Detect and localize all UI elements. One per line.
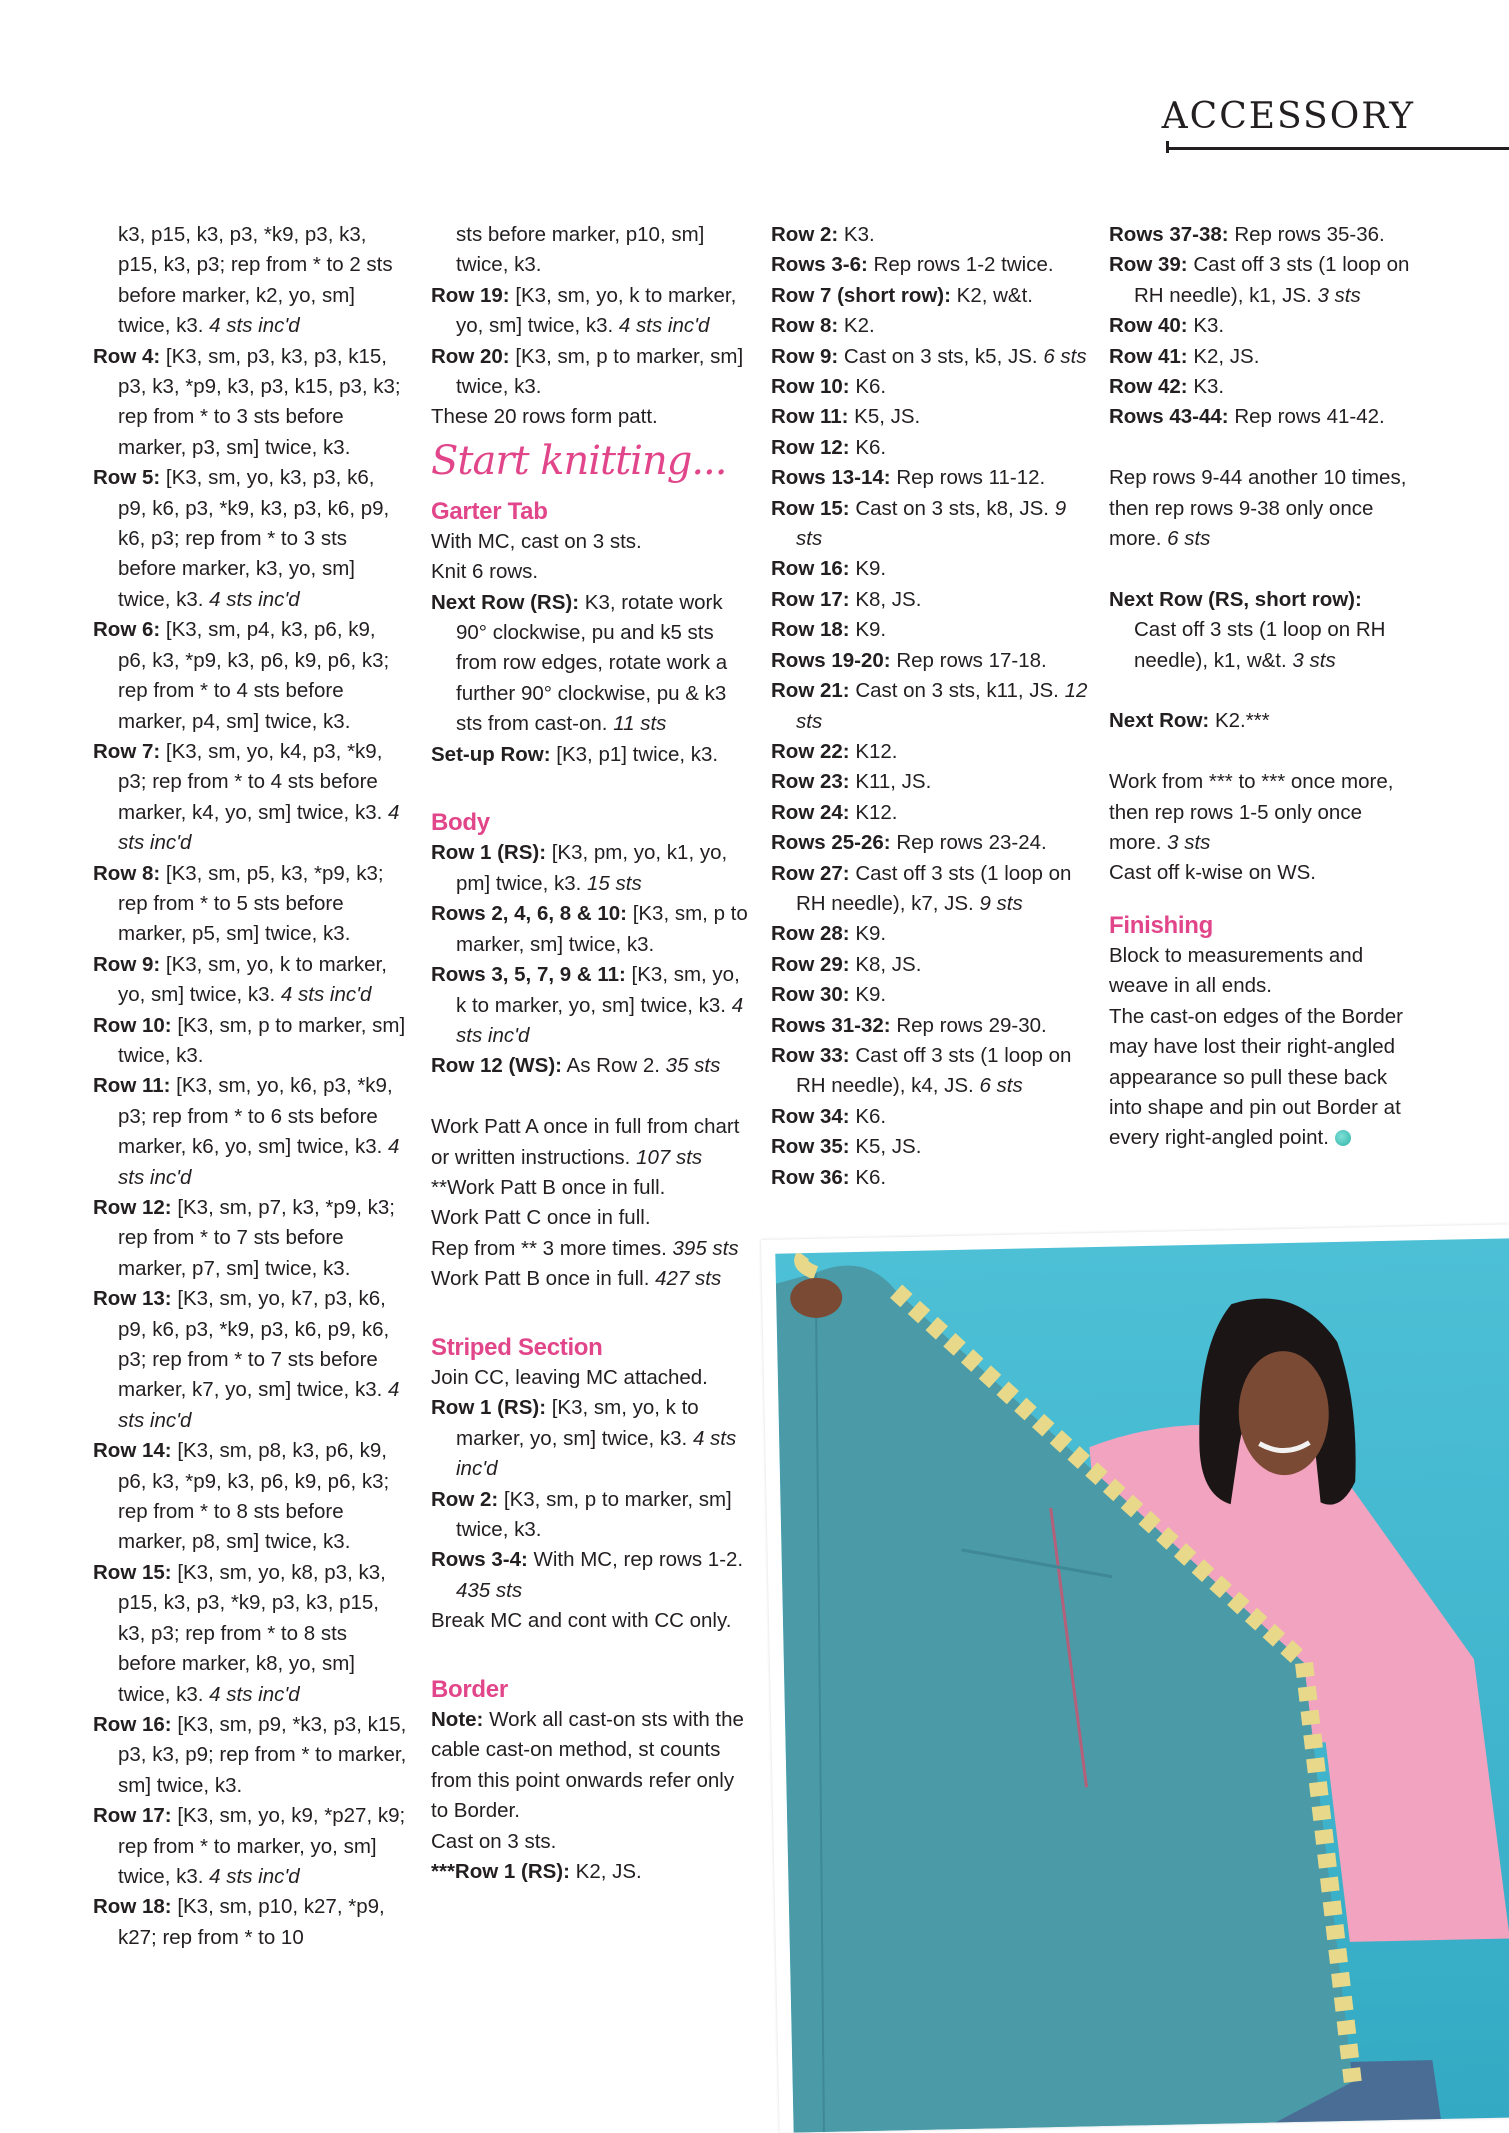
stitch-count: 6 sts: [1167, 527, 1211, 551]
stitch-count: 4 sts inc'd: [456, 1426, 737, 1481]
row-label: Rows 25-26:: [771, 831, 891, 855]
paragraph-text: Work Patt A once in full from chart or written instructions.: [431, 1115, 740, 1169]
instruction-row: [771, 646, 1091, 676]
paragraph: [431, 1173, 749, 1203]
row-label: Row 12 (WS):: [431, 1054, 562, 1078]
row-text: K2, JS.: [1193, 344, 1260, 368]
instruction-row: [431, 960, 749, 1051]
row-text: K3.: [843, 223, 875, 246]
paragraph: [1109, 858, 1419, 888]
row-label: Rows 43-44:: [1109, 405, 1229, 429]
row-label: Row 35:: [771, 1135, 850, 1159]
stitch-count: 4 sts inc'd: [618, 314, 710, 338]
row-text: K3.: [1193, 375, 1225, 399]
instruction-row: [1109, 250, 1419, 311]
instruction-row: [93, 1710, 408, 1801]
body-heading: Body: [431, 809, 490, 837]
instruction-row: [93, 1284, 408, 1436]
instruction-row: [431, 588, 749, 740]
row-label: Row 16:: [771, 557, 850, 581]
row-label: Row 9:: [771, 344, 839, 368]
row-label: Row 2:: [431, 1487, 499, 1511]
stitch-count: 6 sts: [1043, 344, 1087, 368]
stitch-count: 4 sts inc'd: [209, 1682, 300, 1706]
paragraph: [431, 402, 749, 432]
stitch-count: 3 sts: [1317, 283, 1361, 307]
paragraph: [1109, 706, 1419, 736]
instruction-row: [771, 250, 1091, 280]
row-text: K3, rotate work 90° clockwise, pu and k5 sts from row edges, rotate work a further 90° clockwise, pu & k3 sts from cast-on.: [456, 590, 728, 736]
row-label: Row 7:: [93, 739, 161, 763]
instruction-continuation: [1109, 615, 1419, 676]
row-text: [K3, sm, yo, k9, *p27, k9; rep from * to marker, yo, sm] twice, k3.: [118, 1804, 406, 1888]
stitch-count: 4 sts inc'd: [209, 314, 300, 338]
row-label: Row 14:: [93, 1439, 172, 1463]
row-text: [K3, sm, p9, *k3, p3, k15, p3, k3, p9; rep from * to marker, sm] twice, k3.: [118, 1712, 407, 1797]
stitch-count: 9 sts: [796, 496, 1067, 551]
finishing-heading: Finishing: [1109, 911, 1213, 939]
paragraph-text: With MC, cast on 3 sts.: [431, 529, 642, 553]
row-text: [K3, sm, p10, k27, *p9, k27; rep from * to 10: [118, 1895, 385, 1949]
row-label: Row 34:: [771, 1104, 850, 1128]
header-rule: [1166, 147, 1509, 150]
instruction-row: [771, 798, 1091, 828]
stitch-count: 4 sts inc'd: [209, 1864, 300, 1888]
row-text: [K3, sm, yo, k to marker, yo, sm] twice, k3.: [456, 963, 740, 1017]
paragraph-text: K2.***: [1214, 709, 1270, 733]
row-text: As Row 2.: [566, 1054, 660, 1078]
paragraph: [431, 1264, 749, 1294]
instruction-row: [1109, 372, 1419, 402]
row-text: sts before marker, p10, sm] twice, k3.: [456, 223, 705, 277]
instruction-row: [771, 281, 1091, 311]
row-text: [K3, sm, yo, k3, p3, k6, p9, k6, p3, *k9, k3, p3, k6, p9, k6, p3; rep from * to 3 sts before marker, k3, yo, sm] twice, k3.: [118, 466, 390, 611]
row-label: Row 13:: [93, 1287, 172, 1311]
stitch-count: 4 sts inc'd: [280, 983, 372, 1007]
row-text: K5, JS.: [854, 405, 921, 429]
paragraph-text: Knit 6 rows.: [431, 560, 539, 584]
stitch-count: 4 sts inc'd: [209, 587, 300, 611]
instruction-row: [93, 1071, 408, 1193]
row-label: Next Row (RS, short row):: [1109, 587, 1362, 611]
stitch-count: 35 sts: [665, 1054, 721, 1078]
row-label: Row 18:: [93, 1895, 172, 1919]
start-knitting-heading: Start knitting...: [431, 437, 727, 484]
row-text: K2.: [843, 314, 875, 338]
instruction-row: [431, 1485, 749, 1546]
row-label: Row 5:: [93, 466, 161, 490]
shawl-photo: [761, 1224, 1509, 2132]
row-text: [K3, sm, yo, k to marker, yo, sm] twice, k3.: [456, 1396, 699, 1450]
row-label: Row 2:: [771, 223, 839, 246]
row-text: Rep rows 11-12.: [896, 466, 1046, 490]
row-text: With MC, rep rows 1-2.: [533, 1548, 744, 1572]
instruction-row: [93, 859, 408, 950]
paragraph: [1109, 941, 1419, 1002]
stitch-count: 6 sts: [979, 1074, 1023, 1098]
paragraph: [431, 1606, 749, 1636]
row-text: Rep rows 23-24.: [896, 831, 1047, 855]
paragraph: [431, 1203, 749, 1233]
instruction-row: [1109, 220, 1419, 250]
stitch-count: 107 sts: [636, 1145, 703, 1169]
instruction-row: [431, 342, 749, 403]
stitch-count: 9 sts: [979, 891, 1023, 915]
row-text: K12.: [855, 739, 898, 763]
row-text: K6.: [855, 435, 887, 459]
row-label: Row 11:: [93, 1074, 171, 1098]
instruction-row: [771, 402, 1091, 432]
row-label: Set-up Row:: [431, 742, 551, 766]
column-2: [431, 220, 749, 1887]
row-text: [K3, sm, p to marker, sm] twice, k3.: [456, 344, 744, 399]
row-text: [K3, sm, yo, k to marker, yo, sm] twice, k3.: [118, 952, 387, 1007]
row-label: Row 15:: [771, 496, 850, 520]
instruction-row: [1109, 402, 1419, 432]
instruction-row: [93, 463, 408, 615]
instruction-row: [431, 1545, 749, 1606]
garter-tab-heading: Garter Tab: [431, 497, 548, 525]
instruction-row: [93, 1011, 408, 1072]
paragraph-text: K2, JS.: [575, 1860, 642, 1884]
instruction-row: [771, 767, 1091, 797]
stitch-count: 11 sts: [613, 712, 667, 736]
instruction-row: [771, 828, 1091, 858]
instruction-row: [771, 676, 1091, 737]
row-label: Row 6:: [93, 618, 161, 642]
end-mark-icon: [1335, 1130, 1351, 1146]
paragraph: [431, 527, 749, 557]
row-label: Row 7 (short row):: [771, 283, 951, 307]
instruction-row: [771, 1041, 1091, 1102]
row-label: Row 17:: [93, 1804, 172, 1828]
paragraph: [431, 1112, 749, 1173]
row-text: [K3, sm, p4, k3, p6, k9, p6, k3, *p9, k3, p6, k9, p6, k3; rep from * to 4 sts before marker, p4, sm] twice, k3.: [118, 618, 390, 733]
instruction-row: [431, 740, 749, 770]
row-label: Rows 37-38:: [1109, 223, 1229, 246]
row-text: Cast off 3 sts (1 loop on RH needle), k7, JS.: [796, 861, 1072, 915]
row-text: [K3, sm, p to marker, sm] twice, k3.: [456, 1487, 732, 1541]
paragraph: [431, 1363, 749, 1393]
row-text: K6.: [855, 375, 887, 399]
instruction-row: [93, 737, 408, 859]
instruction-row: [93, 950, 408, 1011]
row-label: Row 18:: [771, 618, 850, 642]
paragraph-label: ***Row 1 (RS):: [431, 1860, 570, 1884]
row-text: Rep rows 41-42.: [1234, 405, 1385, 429]
row-label: Row 28:: [771, 922, 850, 946]
row-label: Rows 19-20:: [771, 648, 891, 672]
instruction-continuation: [93, 220, 408, 342]
row-label: Rows 2, 4, 6, 8 & 10:: [431, 902, 627, 926]
row-label: Row 36:: [771, 1165, 850, 1189]
row-text: K9.: [855, 922, 887, 946]
instruction-heading-line: [1109, 585, 1419, 615]
row-text: [K3, sm, p8, k3, p6, k9, p6, k3, *p9, k3, p6, k9, p6, k3; rep from * to 8 sts before marker, p8, sm] twice, k3.: [118, 1439, 390, 1554]
paragraph: [431, 557, 749, 587]
row-text: K8, JS.: [855, 587, 922, 611]
stitch-count: 15 sts: [587, 871, 642, 895]
paragraph-text: Break MC and cont with CC only.: [431, 1609, 732, 1633]
row-text: [K3, sm, p3, k3, p3, k15, p3, k3, *p9, k3, p3, k15, p3, k3; rep from * to 3 sts before marker, p3, sm] twice, k3.: [118, 344, 401, 459]
instruction-row: [771, 1102, 1091, 1132]
row-label: Row 10:: [93, 1013, 172, 1037]
instruction-row: [93, 342, 408, 464]
row-text: Cast on 3 sts, k5, JS.: [843, 344, 1038, 368]
paragraph: [431, 1234, 749, 1264]
paragraph: [1109, 1002, 1419, 1154]
stitch-count: 395 sts: [672, 1236, 739, 1260]
row-label: Row 4:: [93, 344, 161, 368]
instruction-row: [93, 1193, 408, 1284]
row-text: K8, JS.: [855, 952, 922, 976]
row-text: K2, w&t.: [956, 283, 1033, 307]
row-text: [K3, sm, p5, k3, *p9, k3; rep from * to 5 sts before marker, p5, sm] twice, k3.: [118, 861, 384, 946]
row-text: [K3, p1] twice, k3.: [556, 742, 719, 766]
instruction-row: [771, 494, 1091, 555]
row-text: K9.: [855, 557, 887, 581]
paragraph: [431, 1705, 749, 1827]
paragraph-text: Join CC, leaving MC attached.: [431, 1365, 708, 1389]
instruction-row: [771, 859, 1091, 920]
instruction-row: [1109, 311, 1419, 341]
row-text: Cast on 3 sts, k11, JS.: [855, 679, 1059, 703]
instruction-row: [93, 615, 408, 737]
instruction-row: [771, 950, 1091, 980]
row-text: K6.: [855, 1165, 887, 1189]
row-text: Cast off 3 sts (1 loop on RH needle), k1, JS.: [1134, 253, 1410, 307]
instruction-row: [1109, 342, 1419, 372]
row-label: Row 39:: [1109, 253, 1188, 277]
paragraph-text: These 20 rows form patt.: [431, 405, 658, 429]
row-label: Row 41:: [1109, 344, 1188, 368]
row-label: Row 24:: [771, 800, 850, 824]
paragraph-text: Work Patt C once in full.: [431, 1206, 651, 1230]
row-label: Row 21:: [771, 679, 850, 703]
row-text: Rep rows 35-36.: [1234, 223, 1385, 246]
row-text: K5, JS.: [855, 1135, 922, 1159]
row-text: [K3, sm, p7, k3, *p9, k3; rep from * to 7 sts before marker, p7, sm] twice, k3.: [118, 1196, 395, 1280]
instruction-row: [93, 1801, 408, 1892]
instruction-row: [771, 463, 1091, 493]
paragraph-text: Cast on 3 sts.: [431, 1829, 557, 1853]
row-text: [K3, sm, yo, k to marker, yo, sm] twice, k3.: [456, 283, 737, 338]
row-label: Rows 3-6:: [771, 253, 868, 277]
row-text: [K3, pm, yo, k1, yo, pm] twice, k3.: [456, 841, 728, 895]
instruction-row: [93, 1892, 408, 1953]
instruction-row: [771, 1011, 1091, 1041]
row-label: Row 16:: [93, 1712, 172, 1736]
instruction-row: [771, 1132, 1091, 1162]
row-label: Rows 3, 5, 7, 9 & 11:: [431, 963, 626, 987]
stitch-count: 4 sts inc'd: [456, 993, 744, 1047]
instruction-row: [771, 585, 1091, 615]
row-text: [K3, sm, p to marker, sm] twice, k3.: [456, 902, 748, 956]
paragraph-text: Work Patt B once in full.: [431, 1267, 650, 1291]
row-text: K6.: [855, 1104, 887, 1128]
instruction-row: [93, 1436, 408, 1558]
paragraph-label: Next Row:: [1109, 709, 1210, 733]
shawl-illustration: [775, 1238, 1509, 2132]
row-label: Row 40:: [1109, 314, 1188, 338]
section-title: ACCESSORY: [1161, 96, 1415, 137]
instruction-row: [431, 1051, 749, 1081]
row-label: Row 27:: [771, 861, 850, 885]
row-label: Row 8:: [771, 314, 839, 338]
column-3: [771, 220, 1091, 1193]
row-text: k3, p15, k3, p3, *k9, p3, k3, p15, k3, p3; rep from * to 2 sts before marker, k2, yo, sm] twice, k3.: [118, 223, 393, 338]
instruction-row: [771, 737, 1091, 767]
row-label: Row 23:: [771, 770, 850, 794]
instruction-row: [771, 554, 1091, 584]
paragraph-text: Work all cast-on sts with the cable cast-on method, st counts from this point onwards refer only to Border.: [431, 1708, 744, 1823]
column-4: [1109, 220, 1419, 1154]
column-1: [93, 220, 408, 1953]
row-text: K11, JS.: [855, 770, 932, 794]
instruction-row: [431, 899, 749, 960]
instruction-row: [771, 1163, 1091, 1193]
row-text: Rep rows 29-30.: [896, 1013, 1047, 1037]
paragraph-text: Block to measurements and weave in all ends.: [1109, 943, 1364, 998]
stitch-count: 3 sts: [1292, 648, 1336, 672]
row-text: Rep rows 17-18.: [896, 648, 1047, 672]
paragraph-text: Rep rows 9-44 another 10 times, then rep rows 9-38 only once more.: [1109, 466, 1407, 551]
paragraph-label: Note:: [431, 1708, 484, 1731]
row-text: [K3, sm, yo, k4, p3, *k9, p3; rep from * to 4 sts before marker, k4, yo, sm] twice, k3.: [118, 739, 383, 824]
row-label: Row 10:: [771, 375, 850, 399]
row-label: Row 15:: [93, 1560, 172, 1584]
row-label: Row 20:: [431, 344, 510, 368]
paragraph-text: Work from *** to *** once more, then rep rows 1-5 only once more.: [1109, 770, 1394, 855]
row-label: Rows 31-32:: [771, 1013, 891, 1037]
paragraph-text: **Work Patt B once in full.: [431, 1175, 666, 1199]
row-label: Row 42:: [1109, 375, 1188, 399]
instruction-row: [771, 311, 1091, 341]
instruction-row: [771, 220, 1091, 250]
row-text: Rep rows 1-2 twice.: [873, 253, 1054, 277]
stitch-count: 4 sts inc'd: [118, 1378, 400, 1432]
row-text: K9.: [855, 983, 887, 1007]
stitch-count: 435 sts: [456, 1578, 523, 1602]
stitch-count: 427 sts: [655, 1267, 722, 1291]
row-label: Row 1 (RS):: [431, 1396, 547, 1420]
row-label: Row 9:: [93, 952, 161, 976]
instruction-row: [771, 372, 1091, 402]
instruction-row: [771, 615, 1091, 645]
row-label: Row 12:: [771, 435, 850, 459]
row-label: Row 22:: [771, 739, 850, 763]
instruction-row: [431, 1393, 749, 1484]
row-text: [K3, sm, yo, k6, p3, *k9, p3; rep from * to 6 sts before marker, k6, yo, sm] twice, k3.: [118, 1074, 393, 1159]
paragraph-text: Cast off k-wise on WS.: [1109, 861, 1316, 885]
row-text: K12.: [855, 800, 898, 824]
paragraph: [1109, 767, 1419, 858]
row-label: Row 30:: [771, 983, 850, 1007]
instruction-row: [93, 1558, 408, 1710]
row-label: Row 29:: [771, 952, 850, 976]
stitch-count: 3 sts: [1167, 831, 1211, 855]
instruction-row: [431, 838, 749, 899]
paragraph: [1109, 463, 1419, 554]
instruction-row: [431, 281, 749, 342]
stitch-count: 12 sts: [796, 679, 1088, 733]
row-text: Cast off 3 sts (1 loop on RH needle), k1, w&t.: [1134, 618, 1386, 672]
paragraph: [431, 1827, 749, 1857]
row-text: Cast off 3 sts (1 loop on RH needle), k4, JS.: [796, 1043, 1072, 1098]
row-label: Row 19:: [431, 283, 510, 307]
stitch-count: 4 sts inc'd: [118, 1135, 400, 1189]
instruction-row: [771, 433, 1091, 463]
instruction-row: [771, 342, 1091, 372]
paragraph-text: Rep from ** 3 more times.: [431, 1236, 667, 1260]
row-label: Row 11:: [771, 405, 849, 429]
row-label: Rows 3-4:: [431, 1548, 528, 1572]
paragraph-text: The cast-on edges of the Border may have lost their right-angled appearance so pull these back into shape and pin out Border at every right-angled point.: [1109, 1004, 1404, 1150]
instruction-row: [771, 919, 1091, 949]
instruction-continuation: [431, 220, 749, 281]
stitch-count: 4 sts inc'd: [118, 800, 400, 855]
row-label: Rows 13-14:: [771, 466, 891, 490]
row-label: Row 33:: [771, 1043, 850, 1067]
row-label: Row 1 (RS):: [431, 841, 547, 865]
row-text: K9.: [855, 618, 887, 642]
row-text: [K3, sm, yo, k8, p3, k3, p15, k3, p3, *k9, p3, k3, p15, k3, p3; rep from * to 8 sts before marker, k8, yo, sm] twice, k3.: [118, 1560, 386, 1706]
border-heading: Border: [431, 1676, 508, 1703]
row-label: Row 17:: [771, 587, 850, 611]
paragraph: [431, 1857, 749, 1887]
row-label: Row 8:: [93, 861, 161, 885]
row-label: Row 12:: [93, 1196, 172, 1219]
row-text: [K3, sm, p to marker, sm] twice, k3.: [118, 1013, 406, 1067]
striped-section-heading: Striped Section: [431, 1333, 603, 1361]
row-text: K3.: [1193, 314, 1225, 338]
row-label: Next Row (RS):: [431, 590, 580, 614]
row-text: [K3, sm, yo, k7, p3, k6, p9, k6, p3, *k9, p3, k6, p9, k6, p3; rep from * to 7 sts before marker, k7, yo, sm] twice, k3.: [118, 1287, 390, 1402]
row-text: Cast on 3 sts, k8, JS.: [855, 496, 1050, 520]
instruction-row: [771, 980, 1091, 1010]
